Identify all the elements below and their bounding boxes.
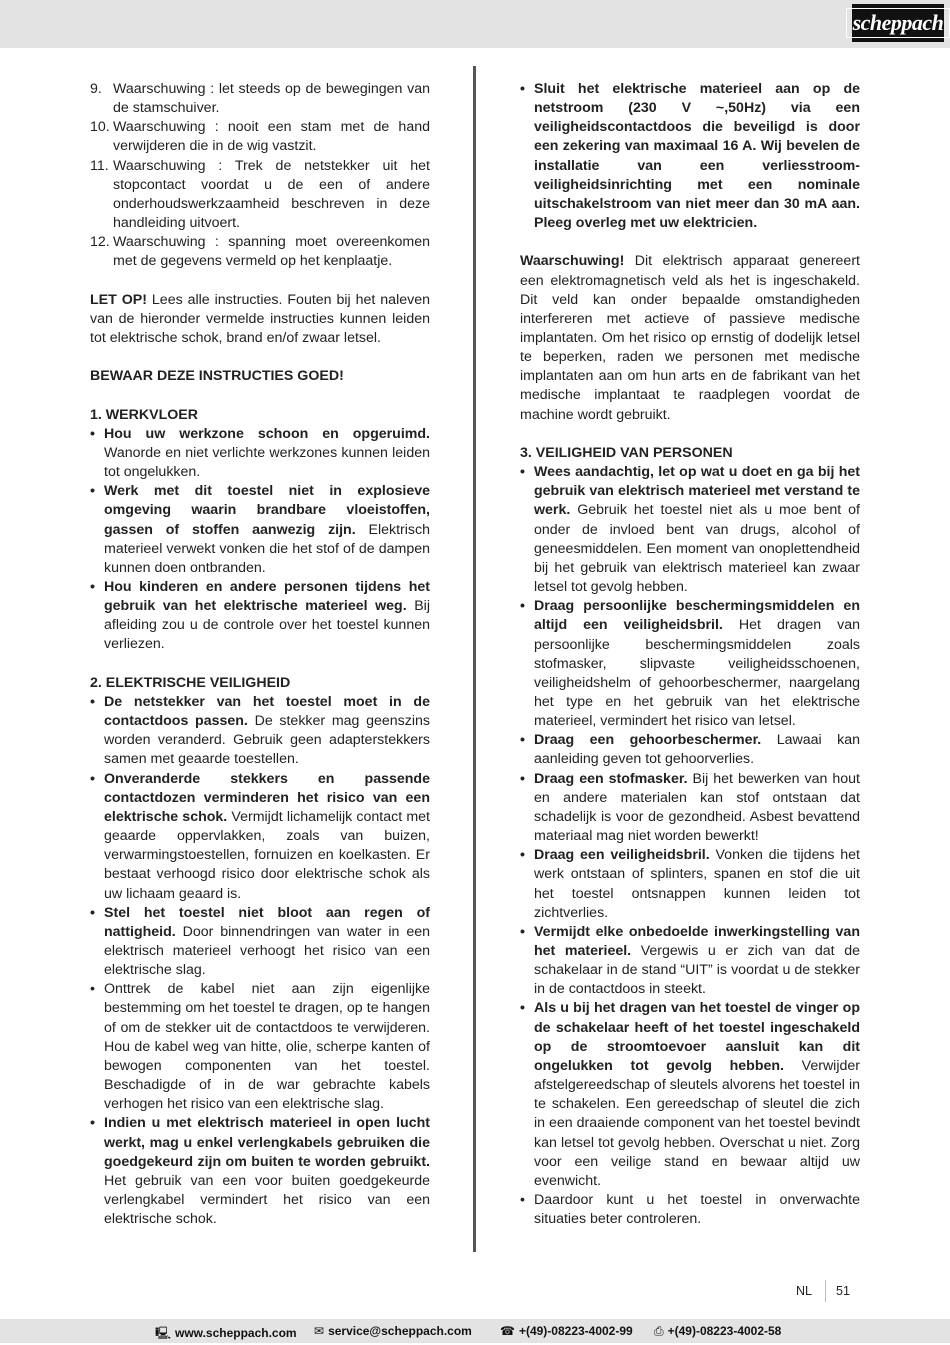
section-heading: 3. VEILIGHEID VAN PERSONEN: [520, 444, 733, 461]
list-item: • Draag persoonlijke beschermingsmiddelen en altijd een veiligheidsbril. Het dragen van persoonlijke beschermingsmiddelen zoals stofmasker, slipvaste veiligheidsschoenen, veiligheidshelm of gehoorbeschermer, naargelang het type en het gebruik van het elektrische materieel, vermindert het risico van letsel.: [520, 598, 860, 730]
letop-paragraph: LET OP! Lees alle instructies. Fouten bij het naleven van de hieronder vermelde instructies kunnen leiden tot elektrische schok, brand en/of zwaar letsel.: [90, 291, 430, 347]
list-item: • Sluit het elektrische materieel aan op de netstroom (230 V ~,50Hz) via een veiligheidscontactdoos die beveiligd is door een zekering van maximaal 16 A. Wij bevelen de installatie van een verliesstroom- veiligheidsinrichting met een nominale uitschakelstroom van niet meer dan 30 mA aan. Pleeg overleg met uw elektricien.: [520, 81, 860, 232]
list-item: 11. Waarschuwing : Trek de netstekker uit het stopcontact voordat u de een of andere onderhoudswerkzaamheid beschreven in deze handleiding uitvoert.: [90, 157, 430, 232]
list-item: • Vermijdt elke onbedoelde inwerkingstelling van het materieel. Vergewis u er zich van dat de schakelaar in de stand “UIT” is voordat u de stekker in de contactdoos in steekt.: [520, 923, 860, 998]
list-item: • Als u bij het dragen van het toestel de vinger op de schakelaar heeft of het toestel ingeschakeld op de stroomtoevoer aansluit kan dit ongelukken tot gevolg hebben. Verwijder afstelgereedschap of sleutels alvorens het toestel in te schakelen. Een gereedschap of sleutel die zich in een draaiende component van het toestel bevindt kan letsel tot gevolg hebben. Overschat u niet. Zorg voor een veilige stand en bewaar altijd uw evenwicht.: [520, 1000, 860, 1189]
bewaar-heading: BEWAAR DEZE INSTRUCTIES GOED!: [90, 368, 344, 385]
list-item: • Draag een stofmasker. Bij het bewerken van hout en andere materialen kan stof ontstaan dat schadelijk is voor de gezondheid. Asbest bevattend materiaal mag niet worden bewerkt!: [520, 770, 860, 845]
section-heading: 2. ELEKTRISCHE VEILIGHEID: [90, 674, 291, 691]
computer-icon: 🖳: [155, 1326, 172, 1340]
list-item: 12. Waarschuwing : spanning moet overeenkomen met de gegevens vermeld op het kenplaatje.: [90, 234, 430, 270]
column-divider: [473, 66, 476, 1252]
page-separator: [825, 1280, 826, 1302]
list-item: • Hou uw werkzone schoon en opgeruimd. Wanorde en niet verlichte werkzones kunnen leiden tot ongelukken.: [90, 425, 430, 481]
email-link[interactable]: ✉ service@scheppach.com: [314, 1324, 472, 1338]
mail-icon: ✉: [314, 1324, 325, 1338]
footer-bar: [0, 1319, 950, 1343]
scheppach-logo: scheppach: [852, 4, 944, 42]
list-item: • Onttrek de kabel niet aan zijn eigenlijke bestemming om het toestel te dragen, op te hangen of om de stekker uit de contactdoos te verwijderen. Hou de kabel weg van hitte, olie, scherpe kanten of bewogen componenten van het toestel. Beschadigde of in de war gebrachte kabels verhogen het risico van een elektrische slag.: [90, 981, 430, 1113]
list-item: • Onveranderde stekkers en passende contactdozen verminderen het risico van een elektrische schok. Vermijdt lichamelijk contact met geaarde oppervlakken, zoals van buizen, verwarmingstoestellen, fornuizen en koelkasten. Er bestaat verhoogd risico door elektrische schok als uw lichaam geaard is.: [90, 770, 430, 902]
fax-text: ⎙ +(49)-08223-4002-58: [654, 1324, 782, 1338]
page-language: NL: [796, 1284, 812, 1298]
list-item: 10. Waarschuwing : nooit een stam met de hand verwijderen die in de wig vastzit.: [90, 119, 430, 155]
fax-icon: ⎙: [654, 1324, 664, 1338]
header-bar: [0, 0, 950, 48]
warning-paragraph: Waarschuwing! Dit elektrisch apparaat genereert een elektromagnetisch veld als het is ingeschakeld. Dit veld kan onder bepaalde omstandigheden interfereren met actieve of passieve medische implantaten. Om het risico op ernstig of dodelijk letsel te beperken, raden we personen met medische implantaten aan om hun arts en de fabrikant van het medische implantaat te raadplegen voordat de machine wordt gebruikt.: [520, 253, 860, 423]
section-heading: 1. WERKVLOER: [90, 406, 198, 423]
list-item: • Draag een gehoorbeschermer. Lawaai kan aanleiding geven tot gehoorverlies.: [520, 732, 860, 768]
list-item: • Hou kinderen en andere personen tijdens het gebruik van het elektrische materieel weg. Bij afleiding zou u de controle over het toestel kunnen verliezen.: [90, 579, 430, 653]
phone-icon: ☎: [500, 1324, 515, 1338]
right-column: [520, 80, 860, 1229]
list-item: • Draag een veiligheidsbril. Vonken die tijdens het werk ontstaan of splinters, spanen en stof die uit het toestel ontsnappen kunnen leiden tot zichtverlies.: [520, 847, 860, 921]
list-item: • De netstekker van het toestel moet in de contactdoos passen. De stekker mag geenszins worden veranderd. Gebruik geen adapterstekkers samen met geaarde toestellen.: [90, 693, 430, 768]
page-number: 51: [836, 1284, 850, 1298]
list-item: • Indien u met elektrisch materieel in open lucht werkt, mag u enkel verlengkabels gebruiken die goedgekeurd zijn om buiten te worden gebruikt. Het gebruik van een voor buiten goedgekeurde verlengkabel vermindert het risico van een elektrische schok.: [90, 1115, 430, 1228]
list-item: • Daardoor kunt u het toestel in onverwachte situaties beter controleren.: [520, 1192, 860, 1228]
list-item: • Wees aandachtig, let op wat u doet en ga bij het gebruik van elektrisch materieel met verstand te werk. Gebruik het toestel niet als u moe bent of onder de invloed bent van drugs, alcohol of geneesmiddelen. Een moment van onoplettendheid bij het gebruik van elektrisch materieel kan zwaar letsel tot gevolg hebben.: [520, 464, 860, 596]
list-item: 9. Waarschuwing : let steeds op de bewegingen van de stamschuiver.: [90, 81, 430, 117]
website-link[interactable]: 🖳 www.scheppach.com: [155, 1324, 297, 1345]
list-item: • Stel het toestel niet bloot aan regen of nattigheid. Door binnendringen van water in een elektrisch materieel verhoogt het risico van een elektrische slag.: [90, 904, 430, 979]
phone-link[interactable]: ☎ +(49)-08223-4002-99: [500, 1324, 633, 1338]
list-item: • Werk met dit toestel niet in explosieve omgeving waarin brandbare vloeistoffen, gassen of stoffen aanwezig zijn. Elektrisch materieel verwekt vonken die het stof of de dampen kunnen doen ontbranden.: [90, 483, 431, 576]
left-column: [90, 80, 430, 1229]
